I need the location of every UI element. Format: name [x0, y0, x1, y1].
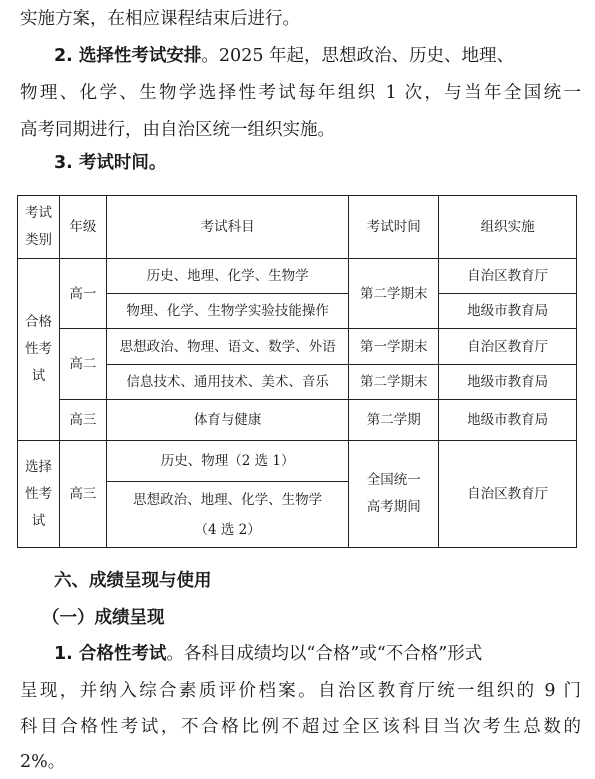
table-row: [18, 329, 577, 365]
section-heading: 六、成绩呈现与使用: [54, 571, 212, 591]
time-cell: 第二学期: [349, 400, 439, 441]
category-cell-hege: 合格 性考 试: [18, 259, 60, 441]
org-cell: 自治区教育厅: [439, 259, 577, 294]
org-cell: 自治区教育厅: [439, 329, 577, 365]
org-cell: 自治区教育厅: [439, 441, 577, 548]
table-header-row: [18, 196, 577, 259]
org-cell: 地级市教育局: [439, 294, 577, 329]
grade-cell: 高二: [59, 329, 106, 400]
text: 实施方案，在相应课程结束后进行。: [20, 9, 300, 29]
grade-cell: 高三: [59, 400, 106, 441]
subjects-cell: 思想政治、物理、语文、数学、外语: [106, 329, 349, 365]
paragraph-line: 物理、化学、生物学选择性考试每年组织 1 次，与当年全国统一: [20, 83, 581, 103]
subjects-cell: 历史、地理、化学、生物学: [106, 259, 349, 294]
paragraph-line: [54, 643, 581, 665]
time-cell: 第二学期末: [349, 365, 439, 400]
subsection-heading: （一）成绩呈现: [42, 608, 165, 628]
text: 。各科目成绩均以“合格”或“不合格”形式: [166, 644, 483, 664]
table-row: [18, 259, 577, 294]
section-heading: 3. 考试时间。: [54, 153, 167, 173]
table-row: [18, 441, 577, 482]
paragraph-line: 高考同期进行，由自治区统一组织实施。: [20, 120, 335, 140]
org-cell: 地级市教育局: [439, 400, 577, 441]
paragraph-line: 呈现，并纳入综合素质评价档案。自治区教育厅统一组织的 9 门: [20, 681, 581, 701]
header-cell-time: 考试时间: [349, 196, 439, 259]
table-row: [18, 400, 577, 441]
grade-cell: 高三: [59, 441, 106, 548]
paragraph-line: 2%。: [20, 752, 66, 772]
subjects-cell: 物理、化学、生物学实验技能操作: [106, 294, 349, 329]
heading-inline: 1. 合格性考试: [54, 644, 167, 664]
subjects-cell: 信息技术、通用技术、美术、音乐: [106, 365, 349, 400]
subjects-cell: 体育与健康: [106, 400, 349, 441]
text: 。2025 年起，思想政治、历史、地理、: [201, 46, 515, 66]
header-cell-type: 考试 类别: [18, 196, 60, 259]
grade-cell: 高一: [59, 259, 106, 329]
header-cell-org: 组织实施: [439, 196, 577, 259]
heading-inline: 2. 选择性考试安排: [54, 46, 202, 66]
time-cell: 全国统一 高考期间: [349, 441, 439, 548]
paragraph-line: [20, 8, 581, 30]
category-cell-xuanze: 选择 性考 试: [18, 441, 60, 548]
paragraph-line: [54, 45, 581, 67]
exam-schedule-table: [17, 195, 577, 548]
subjects-cell: 思想政治、地理、化学、生物学 （4 选 2）: [106, 482, 349, 548]
header-cell-subjects: 考试科目: [106, 196, 349, 259]
paragraph-line: 科目合格性考试，不合格比例不超过全区该科目当次考生总数的: [20, 717, 581, 737]
org-cell: 地级市教育局: [439, 365, 577, 400]
time-cell: 第一学期末: [349, 329, 439, 365]
time-cell: 第二学期末: [349, 259, 439, 329]
header-cell-grade: 年级: [59, 196, 106, 259]
subjects-cell: 历史、物理（2 选 1）: [106, 441, 349, 482]
